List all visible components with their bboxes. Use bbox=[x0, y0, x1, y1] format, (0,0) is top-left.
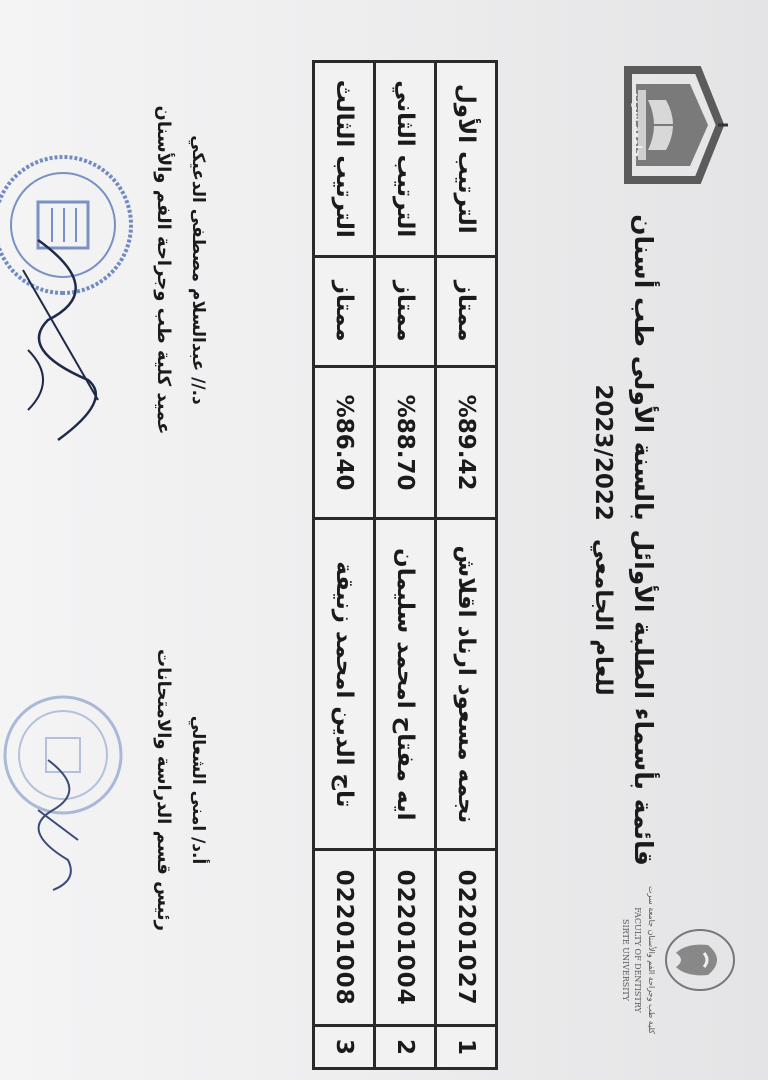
university-logo-text: جامعة سرت bbox=[631, 92, 644, 158]
student-id: 02201027 bbox=[436, 850, 497, 1026]
signature-dean bbox=[153, 80, 208, 460]
student-id: 02201004 bbox=[375, 850, 436, 1026]
dean-signature-icon bbox=[8, 230, 118, 450]
table-row bbox=[436, 62, 497, 1069]
results-table bbox=[312, 60, 498, 1070]
faculty-logo-line-2: FACULTY OF DENTISTRY bbox=[633, 907, 642, 1013]
student-rank: الترتيب الأول bbox=[436, 62, 497, 257]
faculty-logo-line-1: كلية طب وجراحة الفم والأسنان جامعة سرت bbox=[647, 886, 656, 1034]
student-percent: %88.70 bbox=[375, 366, 436, 518]
student-rank: الترتيب الثالث bbox=[314, 62, 375, 257]
table-row bbox=[375, 62, 436, 1069]
student-name: نجمه مسعود ارناد اقلاش bbox=[436, 519, 497, 850]
student-percent: %86.40 bbox=[314, 366, 375, 518]
document-title: قائمة بأسماء الطلبة الأوائل بالسنة الأولى طب أسنان bbox=[629, 214, 658, 866]
row-number: 2 bbox=[375, 1025, 436, 1068]
faculty-logo bbox=[608, 880, 738, 1040]
subtitle-prefix: للعام الجامعي bbox=[590, 538, 616, 696]
exams-head-signature-icon bbox=[18, 750, 108, 900]
faculty-logo-line-3: SIRTE UNIVERSITY bbox=[621, 918, 630, 1002]
row-number: 1 bbox=[436, 1025, 497, 1068]
student-rank: الترتيب الثاني bbox=[375, 62, 436, 257]
academic-year: 2023/2022 bbox=[590, 384, 616, 521]
student-grade: ممتاز bbox=[375, 256, 436, 366]
student-percent: %89.42 bbox=[436, 366, 497, 518]
student-grade: ممتاز bbox=[314, 256, 375, 366]
signatory-role: رئيس قسم الدراسة والامتحانات bbox=[153, 649, 174, 931]
signature-exams-head bbox=[153, 620, 208, 960]
student-name: ايه مفتاح امحمد سليمان bbox=[375, 519, 436, 850]
row-number: 3 bbox=[314, 1025, 375, 1068]
signatory-role: عميد كلية طب وجراحة الفم والأسنان bbox=[153, 105, 174, 435]
student-grade: ممتاز bbox=[436, 256, 497, 366]
signatory-name: أ.د/ امنى الشعالي bbox=[188, 715, 208, 865]
signatory-name: د.// عبدالسلام مصطفى الدعيكي bbox=[188, 135, 208, 405]
table-row bbox=[314, 62, 375, 1069]
tooth-emblem-icon bbox=[658, 925, 738, 995]
student-id: 02201008 bbox=[314, 850, 375, 1026]
document-subtitle bbox=[590, 240, 616, 840]
student-name: تاج الدين امحمد زنيقة bbox=[314, 519, 375, 850]
university-logo bbox=[618, 60, 728, 190]
